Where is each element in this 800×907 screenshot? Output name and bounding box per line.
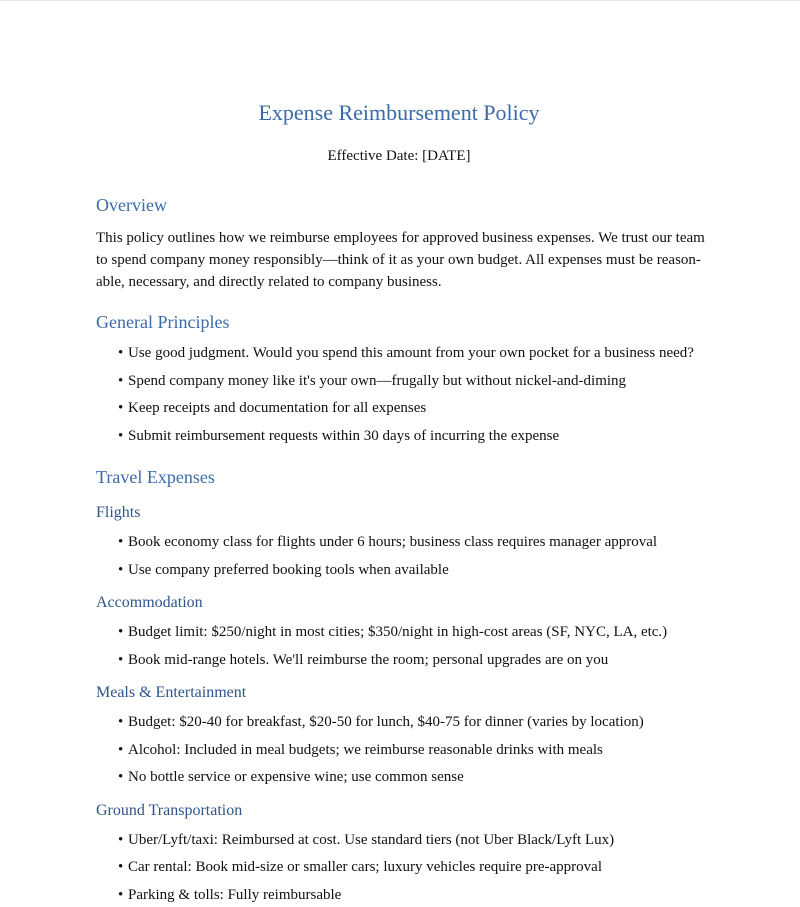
- list-item: [118, 622, 667, 642]
- list-item-text: Car rental: Book mid-size or smaller cars; luxury vehicles require pre-approval: [128, 859, 602, 875]
- bullet-icon: •: [118, 859, 124, 875]
- list-item-text: Keep receipts and documentation for all expenses: [128, 400, 427, 416]
- list-item: [118, 560, 449, 580]
- bullet-icon: •: [118, 428, 124, 444]
- effective-date: Effective Date: [DATE]: [327, 148, 471, 164]
- list-item-text: Alcohol: Included in meal budgets; we reimburse reasonable drinks with meals: [128, 742, 603, 758]
- list-item: [118, 398, 426, 418]
- list-item-text: Parking & tolls: Fully reimbursable: [128, 887, 342, 903]
- subheading-flights: Flights: [96, 504, 141, 521]
- bullet-icon: •: [118, 652, 124, 668]
- bullet-icon: •: [118, 373, 124, 389]
- document-title: Expense Reimbursement Policy: [258, 100, 540, 125]
- subheading-ground-transportation: Ground Transportation: [96, 802, 243, 819]
- overview-line-1: This policy outlines how we reimburse employees for approved business expenses. We trust our team: [96, 230, 705, 246]
- subheading-accommodation: Accommodation: [96, 594, 203, 611]
- bullet-icon: •: [118, 714, 124, 730]
- overview-line-3: able, necessary, and directly related to company business.: [96, 274, 442, 290]
- bullet-icon: •: [118, 742, 124, 758]
- list-item-text: Book economy class for flights under 6 hours; business class requires manager approval: [128, 534, 658, 550]
- list-item: [118, 830, 614, 850]
- bullet-icon: •: [118, 534, 124, 550]
- list-item: [118, 885, 341, 905]
- list-item: [118, 650, 608, 670]
- list-item: [118, 857, 602, 877]
- overview-line-2: to spend company money responsibly—think of it as your own budget. All expenses must be reason-: [96, 252, 701, 268]
- bullet-icon: •: [118, 562, 124, 578]
- list-item-text: Book mid-range hotels. We'll reimburse the room; personal upgrades are on you: [128, 652, 609, 668]
- bullet-icon: •: [118, 345, 124, 361]
- list-item: [118, 426, 559, 446]
- bullet-icon: •: [118, 624, 124, 640]
- list-item: [118, 712, 644, 732]
- section-heading-travel-expenses: Travel Expenses: [96, 467, 215, 487]
- list-item-text: Spend company money like it's your own—frugally but without nickel-and-diming: [128, 373, 627, 389]
- list-item: [118, 740, 603, 760]
- bullet-icon: •: [118, 887, 124, 903]
- bullet-icon: •: [118, 832, 124, 848]
- list-item-text: Uber/Lyft/taxi: Reimbursed at cost. Use standard tiers (not Uber Black/Lyft Lux): [128, 832, 615, 848]
- list-item-text: Budget: $20-40 for breakfast, $20-50 for lunch, $40-75 for dinner (varies by location): [128, 714, 644, 730]
- subheading-meals-entertainment: Meals & Entertainment: [96, 684, 247, 701]
- list-item: [118, 371, 626, 391]
- bullet-icon: •: [118, 400, 124, 416]
- list-item-text: Submit reimbursement requests within 30 days of incurring the expense: [128, 428, 560, 444]
- list-item-text: No bottle service or expensive wine; use common sense: [128, 769, 464, 785]
- list-item: [118, 532, 657, 552]
- section-heading-general-principles: General Principles: [96, 312, 230, 332]
- list-item-text: Use company preferred booking tools when available: [128, 562, 449, 578]
- section-heading-overview: Overview: [96, 195, 167, 215]
- list-item-text: Use good judgment. Would you spend this amount from your own pocket for a business need?: [128, 345, 694, 361]
- overview-paragraph: [96, 227, 706, 293]
- list-item: [118, 767, 464, 787]
- page-top-border: [0, 0, 800, 1]
- bullet-icon: •: [118, 769, 124, 785]
- list-item-text: Budget limit: $250/night in most cities; $350/night in high-cost areas (SF, NYC, LA, etc.): [128, 624, 668, 640]
- list-item: [118, 343, 694, 363]
